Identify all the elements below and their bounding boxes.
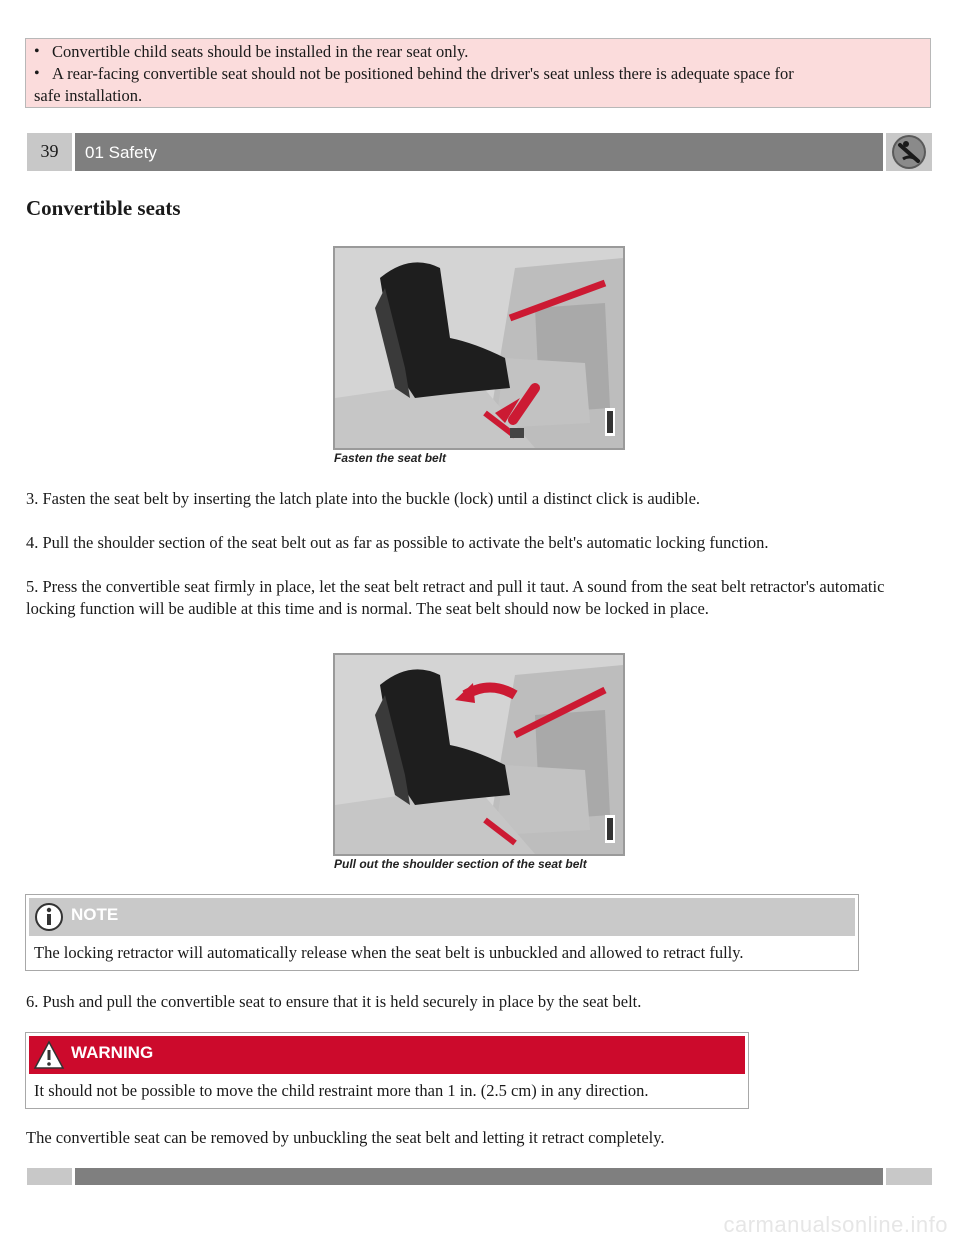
note-text: The locking retractor will automatically release when the seat belt is unbuckled and allowed to retract fully.: [34, 943, 744, 962]
warning-triangle-icon: [33, 1039, 65, 1076]
figure-caption: Fasten the seat belt: [334, 451, 447, 465]
warning-bullet: • A rear-facing convertible seat should not be positioned behind the driver's seat unless there is adequate space for: [34, 63, 922, 85]
info-icon: [34, 902, 64, 937]
warning-bullet-continuation: safe installation.: [34, 86, 143, 105]
watermark: carmanualsonline.info: [723, 1212, 948, 1237]
top-warning-box: [25, 38, 931, 108]
step-4: 4. Pull the shoulder section of the seat belt out as far as possible to activate the belt's automatic locking function.: [26, 533, 769, 552]
seatbelt-icon: [886, 133, 932, 171]
closing-paragraph: The convertible seat can be removed by unbuckling the seat belt and letting it retract completely.: [26, 1128, 665, 1147]
warning-box: [25, 1032, 749, 1109]
figure-caption: Pull out the shoulder section of the seat belt: [334, 857, 587, 871]
seat-illustration: [335, 248, 623, 448]
step-5: 5. Press the convertible seat firmly in place, let the seat belt retract and pull it taut. A sound from the seat belt retractor's automatic locking function will be audible at this time and is normal. The seat belt should now be locked in place.: [26, 577, 885, 618]
warning-label: WARNING: [71, 1043, 154, 1062]
chapter-title: 01 Safety: [75, 133, 883, 171]
warning-header: [29, 1036, 745, 1074]
note-box: [25, 894, 859, 971]
step-6: 6. Push and pull the convertible seat to ensure that it is held securely in place by the seat belt.: [26, 992, 642, 1011]
figure-fasten-seat-belt: [333, 246, 625, 450]
page-number: 39: [27, 133, 72, 171]
note-label: NOTE: [71, 905, 119, 924]
figure-pull-shoulder-belt: [333, 653, 625, 856]
section-title: Convertible seats: [26, 196, 181, 220]
note-header: [29, 898, 855, 936]
seat-illustration: [335, 655, 623, 854]
chapter-header: [27, 133, 932, 171]
warning-bullet: • Convertible child seats should be installed in the rear seat only.: [34, 41, 922, 63]
step-3: 3. Fasten the seat belt by inserting the latch plate into the buckle (lock) until a distinct click is audible.: [26, 489, 701, 508]
footer-bar: [27, 1168, 932, 1185]
warning-text: It should not be possible to move the child restraint more than 1 in. (2.5 cm) in any direction.: [34, 1081, 649, 1100]
